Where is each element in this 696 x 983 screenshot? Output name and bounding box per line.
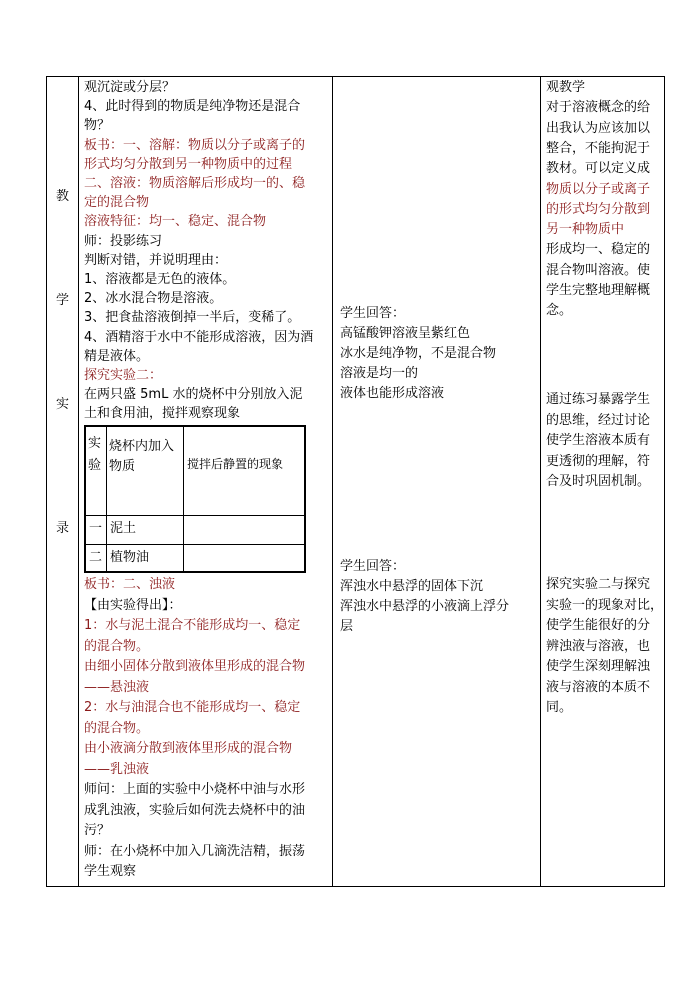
text-line: 教材。可以定义成	[546, 161, 651, 177]
row-label-char: 学	[55, 293, 69, 308]
table-cell: 泥土	[110, 521, 137, 536]
text-line: 师：投影练习	[84, 233, 163, 249]
text-line: 层	[340, 619, 354, 634]
text-line: 念。	[546, 303, 573, 319]
text-line: 学生完整地理解概	[546, 283, 651, 298]
text-line: 1、溶液都是无色的液体。	[84, 272, 236, 287]
text-line: 污？	[84, 823, 111, 838]
text-line: 的混合物。	[84, 720, 150, 736]
text-line: 的思维，经过讨论	[546, 412, 651, 428]
text-line: 的形式均匀分散到	[546, 201, 651, 217]
text-line: 辨浊液与溶液，也	[546, 638, 651, 654]
text-line: 液与溶液的本质不	[546, 679, 651, 695]
text-line: 成乳浊液，实验后如何洗去烧杯中的油	[84, 802, 306, 818]
text-line: 师：在小烧杯中加入几滴洗洁精，振荡	[84, 843, 306, 859]
student-activity-column	[332, 77, 540, 886]
text-line: 浑浊水中悬浮的小液滴上浮分	[340, 599, 510, 614]
text-line: 冰水是纯净物，不是混合物	[340, 346, 497, 361]
table-header-cell: 搅拌后静置的现象	[187, 457, 284, 471]
text-line: ——悬浊液	[84, 679, 150, 695]
text-line: 浑浊水中悬浮的固体下沉	[340, 579, 484, 594]
text-line: 使学生深刻理解浊	[546, 659, 651, 674]
text-line: 4、酒精溶于水中不能形成溶液，因为酒	[84, 329, 314, 345]
row-label-column	[47, 77, 78, 886]
text-line: 合及时巩固机制。	[546, 474, 651, 490]
text-line: 使学生能很好的分	[546, 618, 651, 633]
text-line: 由细小固体分散到液体里形成的混合物	[84, 659, 306, 674]
text-line: 板书：二、浊液	[84, 577, 176, 592]
text-line: 溶液是均一的	[340, 366, 419, 381]
text-line: 使学生溶液本质有	[546, 433, 651, 449]
text-line: 物质以分子或离子	[546, 181, 651, 197]
text-line: 1：水与泥土混合不能形成均一、稳定	[84, 618, 301, 633]
text-line: 3、把食盐溶液倒掉一半后，变稀了。	[84, 310, 301, 326]
text-line: 精是液体。	[84, 348, 150, 364]
text-line: 更透彻的理解，符	[546, 453, 651, 469]
text-line: 溶液特征：均一、稳定、混合物	[84, 214, 267, 230]
text-line: 形成均一、稳定的	[546, 242, 651, 258]
text-line: 观沉淀或分层？	[84, 80, 176, 95]
text-line: 出我认为应该加以	[546, 120, 651, 136]
text-line: 师问：上面的实验中小烧杯中油与水形	[84, 782, 306, 797]
text-line: 通过练习暴露学生	[546, 392, 651, 407]
text-line: 物？	[84, 118, 111, 134]
text-line: 高锰酸钾溶液呈紫红色	[340, 326, 471, 341]
row-label-char: 录	[55, 521, 69, 536]
experiment-table	[84, 425, 306, 573]
text-line: 探究实验二：	[84, 368, 163, 383]
text-line: 学生回答：	[340, 306, 406, 321]
text-line: 混合物叫溶液。使	[546, 262, 651, 278]
text-line: 同。	[546, 700, 573, 715]
text-line: 2、冰水混合物是溶液。	[84, 291, 223, 307]
design-notes-column	[540, 77, 666, 886]
text-line: 定的混合物	[84, 195, 150, 211]
text-line: 土和食用油，搅拌观察现象	[84, 406, 241, 422]
text-line: 在两只盛 5mL 水的烧杯中分别放入泥	[84, 387, 303, 403]
text-line: 探究实验二与探究	[546, 577, 651, 592]
text-line: 观教学	[546, 80, 586, 95]
text-line: 二、溶液：物质溶解后形成均一的、稳	[84, 176, 306, 191]
text-line: 整合，不能拘泥于	[546, 140, 651, 156]
text-line: 对于溶液概念的给	[546, 100, 651, 116]
text-line: 形式均匀分散到另一种物质中的过程	[84, 156, 293, 172]
teacher-activity-column	[78, 77, 332, 886]
row-label-char: 实	[55, 397, 69, 412]
text-line: 另一种物质中	[546, 222, 625, 238]
table-cell: 二	[89, 550, 103, 565]
text-line: 板书：一、溶解：物质以分子或离子的	[84, 137, 306, 153]
table-cell: 一	[89, 521, 103, 536]
table-header-cell: 实验	[88, 436, 102, 473]
text-line: 液体也能形成溶液	[340, 386, 445, 401]
text-line: 的混合物。	[84, 638, 150, 654]
text-line: 学生观察	[84, 864, 137, 879]
text-line: 4、此时得到的物质是纯净物还是混合	[84, 99, 301, 115]
text-line: 【由实验得出】：	[84, 597, 182, 613]
text-line: 2：水与油混合也不能形成均一、稳定	[84, 700, 301, 715]
text-line: ——乳浊液	[84, 761, 150, 777]
lesson-table	[46, 76, 665, 887]
table-cell: 植物油	[110, 550, 150, 565]
row-label-char: 教	[55, 189, 69, 204]
text-line: 由小液滴分散到液体里形成的混合物	[84, 741, 293, 756]
text-line: 学生回答：	[340, 559, 406, 574]
text-line: 判断对错，并说明理由：	[84, 252, 228, 268]
table-header-cell: 烧杯内加入物质	[109, 439, 175, 474]
text-line: 实验一的现象对比，	[546, 597, 664, 613]
